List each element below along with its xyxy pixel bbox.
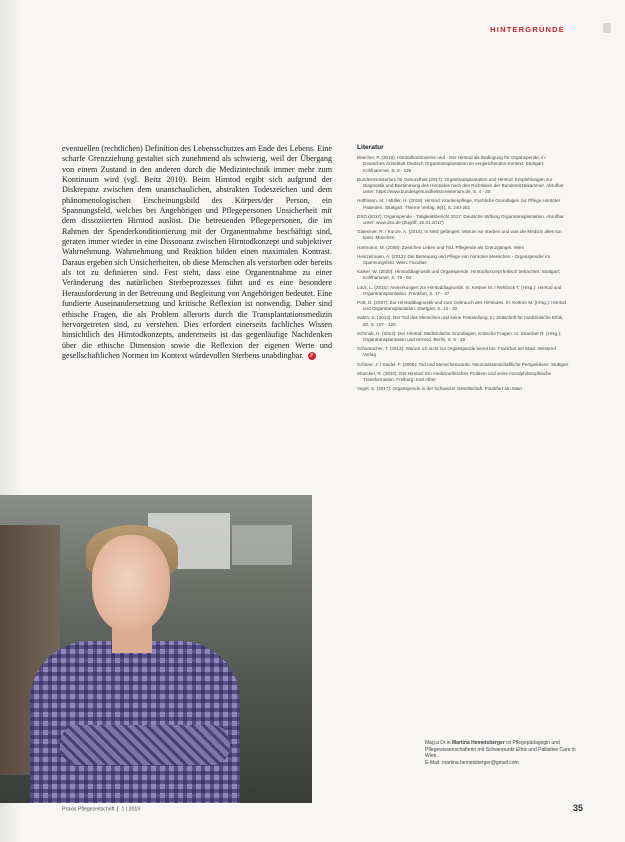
magazine-name: Praxis Pflegezeitschrift bbox=[62, 806, 115, 813]
section-label: HINTERGRÜNDE bbox=[490, 25, 565, 34]
literature-entry: Lück, L. (2016): Anmerkungen zur Hirntoddiagnostik. In: Kettner M. / Rehbock T. (Hrsg.): Hirntod und Organtransplantation. Frankfurt, S. 17 - 47 bbox=[357, 284, 562, 296]
literature-entry: Schöne, J. / Seidel, F. (2008): Tod und Menschenwürde. Neurowissenschaftliche Perspektiven. Stuttgart bbox=[357, 361, 569, 367]
end-of-article-icon: P bbox=[308, 352, 316, 360]
article-body bbox=[62, 144, 332, 361]
page-number: 35 bbox=[572, 803, 583, 813]
literature-entry: DSO (2017): Organspende - Tätigkeitsbericht 2017: Deutsche Stiftung Organtransplantation. Abrufbar unter: www.dso.de (Zugriff: 22.01.2017) bbox=[357, 213, 564, 226]
literature-entry: Schumacher, T. (2013): Warum ich nicht zur Organspende bereit bin. Frankfurt am Main: Westend Verlag bbox=[357, 346, 556, 358]
footer-publication bbox=[62, 806, 140, 812]
author-photo bbox=[0, 495, 312, 803]
literature-entry: Hartmann, M. (2006): Zwischen Leben und Tod. Pflegende als Grenzgänger. Wien bbox=[357, 244, 525, 250]
header-tab-marker bbox=[603, 23, 611, 33]
literature-entry: Heinzelmann, A. (2012): Die Betreuung und Pflege von hirntoten Menschen - Organspender im Spannungsfeld. Wien: Facultas bbox=[357, 253, 551, 266]
literature-entry: Kaiser, W. (2020): Hirntoddiagnostik und Organspende, Hirntodkonzept kritisch betrachtet. Stuttgart: Kohlhammer, S. 79 - 92 bbox=[357, 269, 561, 281]
literature-heading: Literatur bbox=[357, 144, 384, 151]
literature-entry: Sahm, S. (2014): Der Tod des Menschen und seine Feststellung. In: Zeitschrift für medizinische Ethik, 60, S. 107 - 120 bbox=[357, 315, 564, 327]
literature-entry: Beecher, P. (2016): Hirntodkontroverse und - Der Hirntod als Bedingung für Organspende, in: Deutsches Ärzteblatt Deutsch Organtransplantation im vergleichenden Kontext. Stuttgart: Kohlhammer, S. 9 - 135 bbox=[357, 155, 547, 173]
literature-entry: Hoffmann, M. / Müller, H. (2019): Hirntod: Krankenpflege, Fachliche Grundlagen zur Pflege Hirntoter Patienten. Stuttgart: Thieme Verlag, 8(4), S. 240-251 bbox=[357, 198, 561, 210]
literature-entry: Glaesmer, R. / Kunze, A. (2014): In Netz gefangen: Warum wir sterben und was die Medizin alles tun kann. München bbox=[357, 229, 562, 241]
literature-entry: Stoecker, R. (2010): Der Hirntod: Ein medizinethisches Problem und seine moralphilosophische Transformation. Freiburg: Karl Alber bbox=[357, 370, 552, 383]
author-info bbox=[425, 740, 585, 766]
author-name: Martina Hemetsberger bbox=[451, 740, 505, 746]
literature-entry: Schmidt, H. (2014): Der Hirntod: Medizinische Grundlagen, Kritische Fragen. In: Stoecker R. (Hrsg.): Organtransplantation und Hirntod. Berlin, S. 5 - 26 bbox=[357, 330, 562, 343]
article-body-text: eventuellen (rechtlichen) Definition des Lebensschutzes am Ende des Lebens. Eine scharfe Grenzziehung gestaltet sich zunehmend als schwierig, weil der Übergang von einem Zustand in den anderen durch die Medizintechnik immer mehr zum Kontinuum wird (vgl. Beitz 2010). Beim Hirntod ergibt sich aufgrund der Diskrepanz zwischen dem unanschaulichen, abstrakten Todeszeichen und dem phänomenologischen Erscheinungsbild des Körpers/der Person, ein Spannungsfeld, welches bei Angehörigen und Pflegepersonen Unsicherheit mit dem dissoziierten Hirntod auslöst. Die betreuenden Pflegepersonen, die im Rahmen der Spenderkonditionierung mit der Organentnahme beschäftigt sind, geraten immer wieder in eine Dissonanz zwischen Hirntodkonzept und subjektiver Wahrnehmung. Wahrnehmung und Reaktion bilden einen maximalen Kontrast. Daraus ergeben sich Unsicherheiten, ob diese Menschen als verstorben oder bereits als tot zu definieren sind. Fest steht, dass eine Organentnahme zu einer Veränderung des natürlichen Sterbeprozesses führt und es eine besondere Herausforderung in der Betreuung und Begleitung von Angehörigen bedeutet. Eine fundierte Auseinandersetzung und kritische Reflexion ist notwendig. Daher sind ethische Fragen, die als Problem allerorts durch die Transplantationsmedizin hervorgetreten sind, zu verstehen. Dies erfordert einerseits fachliches Wissen hinsichtlich des Hirntodkonzepts, andererseits ist das gegenläufige Nachdenken über die ethische Dimension sowie die Reflexion der eigenen Werte und gesellschaftlichen Normen im Kontext würdevollen Sterbens unabdingbar. bbox=[62, 144, 332, 360]
author-prefix: Mag.a Dr.in bbox=[425, 740, 451, 746]
literature-entry: Bundesministerium für Gesundheit (2017): Organtransplantation und Hirntod: Empfehlungen zur Diagnostik und Bestimmung des Hirntodes nach den Richtlinien der Bundesärztekammer. Abrufbar unter: https://www.bundesgesundheitsministerium.de, S. 4 - 30 bbox=[357, 176, 564, 195]
literature-list bbox=[357, 145, 569, 396]
literature-entry: Vogel, S. (2017): Organspende in der Schweizer Gesellschaft. Frankfurt am Main bbox=[357, 386, 522, 392]
author-bio: ist Pflegepädagogin und Pflegewissenschafterin mit Schwerpunkt Ethik und Palliative Care in Wien. bbox=[425, 740, 576, 760]
issue-number: 1 | 2019 bbox=[121, 806, 141, 813]
author-email: E-Mail: martina.hemetsberger@gmail.com bbox=[425, 759, 519, 766]
literature-entry: Pott, G. (2007): Zur Hirntoddiagnostik und zum Gebrauch des Hirntodes. In: Kettner M. (Hrsg.): Hirntod und Organtransplantation. Stuttgart, S. 13 - 32 bbox=[357, 300, 567, 312]
